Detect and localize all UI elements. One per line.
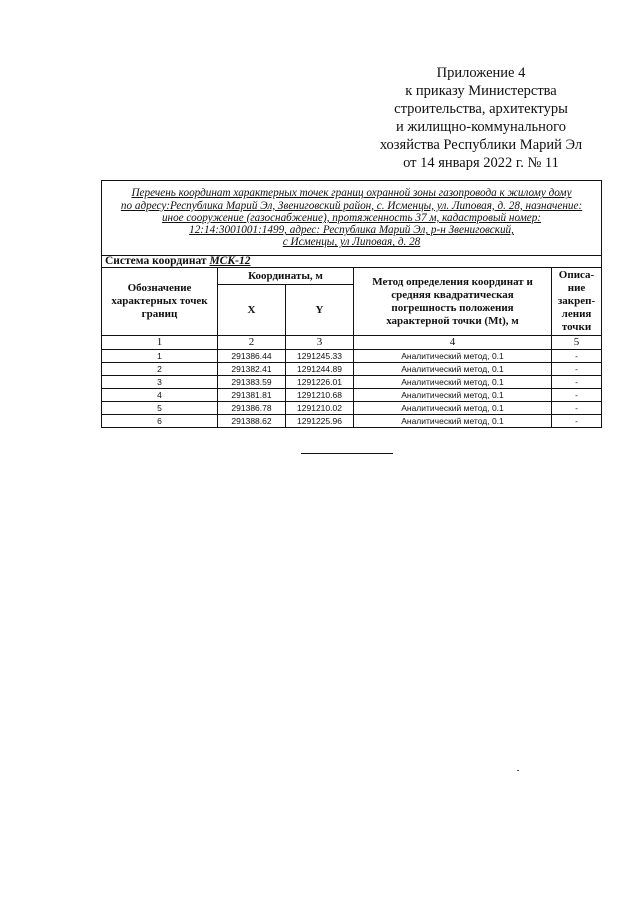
cell-x: 291386.44 (218, 350, 286, 363)
header-coordinates: Координаты, м (218, 268, 354, 285)
cell-y: 1291210.02 (286, 402, 354, 415)
cell-description: - (552, 415, 602, 428)
table-title (102, 181, 602, 256)
table-row (102, 415, 602, 428)
coordinates-table (101, 180, 602, 428)
cell-point: 2 (102, 363, 218, 376)
cell-method: Аналитический метод, 0.1 (354, 389, 552, 402)
cell-x: 291388.62 (218, 415, 286, 428)
cell-method: Аналитический метод, 0.1 (354, 376, 552, 389)
cell-description: - (552, 363, 602, 376)
cell-point: 1 (102, 350, 218, 363)
cell-y: 1291245.33 (286, 350, 354, 363)
cell-point: 4 (102, 389, 218, 402)
cell-description: - (552, 376, 602, 389)
header-desc-line: Описа- (558, 269, 595, 281)
title-line: иное сооружение (газоснабжение), протяженность 37 м, кадастровый номер: (161, 211, 542, 224)
appendix-line: Приложение 4 (436, 65, 526, 81)
table-row (102, 350, 602, 363)
table-row (102, 376, 602, 389)
cell-method: Аналитический метод, 0.1 (354, 402, 552, 415)
cell-description: - (552, 402, 602, 415)
header-desc-line: ления (561, 308, 592, 320)
column-number: 5 (552, 336, 602, 350)
cell-y: 1291225.96 (286, 415, 354, 428)
cell-method: Аналитический метод, 0.1 (354, 363, 552, 376)
appendix-line: к приказу Министерства (405, 83, 557, 99)
cell-y: 1291226.01 (286, 376, 354, 389)
cell-y: 1291244.89 (286, 363, 354, 376)
scan-speck (517, 770, 519, 771)
header-point-line: Обозначение (127, 282, 192, 294)
header-row (102, 268, 602, 285)
table-row (102, 363, 602, 376)
table-row (102, 389, 602, 402)
header-point-line: характерных точек (111, 295, 208, 307)
cell-point: 6 (102, 415, 218, 428)
title-line: по адресу:Республика Марий Эл, Звениговский район, с. Исменцы, ул. Липовая, д. 28, назначение: (120, 199, 583, 212)
column-number: 2 (218, 336, 286, 350)
coordinate-system (102, 256, 602, 268)
header-desc-line: закреп- (557, 295, 596, 307)
header-y: Y (286, 285, 354, 336)
title-line: с Исменцы, ул Липовая, д. 28 (282, 236, 421, 249)
header-method-line: Метод определения координат и (372, 275, 533, 288)
header-method-line: характерной точки (Mt), м (386, 314, 519, 327)
header-description (552, 268, 602, 336)
cell-description: - (552, 389, 602, 402)
cell-x: 291381.81 (218, 389, 286, 402)
table-row (102, 402, 602, 415)
end-rule (301, 453, 393, 454)
appendix-line: строительства, архитектуры (394, 101, 568, 117)
header-method-line: средняя квадратическая (391, 288, 514, 301)
header-method-line: погрешность положения (391, 301, 514, 314)
cell-description: - (552, 350, 602, 363)
title-line: Перечень координат характерных точек границ охранной зоны газопровода к жилому дому (131, 187, 572, 200)
coordinate-system-row (102, 256, 602, 268)
appendix-header (360, 64, 602, 172)
header-x: X (218, 285, 286, 336)
header-desc-line: ние (567, 282, 586, 294)
column-numbers-row (102, 336, 602, 350)
cell-x: 291382.41 (218, 363, 286, 376)
title-line: 12:14:3001001:1499, адрес: Республика Марий Эл, р-н Звениговский, (189, 224, 514, 237)
appendix-line: хозяйства Республики Марий Эл (379, 137, 583, 153)
coordinate-system-label: Система координат (105, 255, 207, 267)
cell-method: Аналитический метод, 0.1 (354, 350, 552, 363)
appendix-line: от 14 января 2022 г. № 11 (403, 155, 559, 171)
cell-x: 291383.59 (218, 376, 286, 389)
header-point-line: границ (141, 308, 178, 320)
column-number: 3 (286, 336, 354, 350)
column-number: 4 (354, 336, 552, 350)
appendix-line: и жилищно-коммунального (395, 119, 567, 135)
cell-y: 1291210.68 (286, 389, 354, 402)
header-desc-line: точки (561, 321, 592, 333)
table-title-row (102, 181, 602, 256)
header-point (102, 268, 218, 336)
coordinate-system-value: МСК-12 (209, 255, 251, 267)
header-method (354, 268, 552, 336)
cell-point: 3 (102, 376, 218, 389)
cell-x: 291386.78 (218, 402, 286, 415)
column-number: 1 (102, 336, 218, 350)
cell-method: Аналитический метод, 0.1 (354, 415, 552, 428)
cell-point: 5 (102, 402, 218, 415)
